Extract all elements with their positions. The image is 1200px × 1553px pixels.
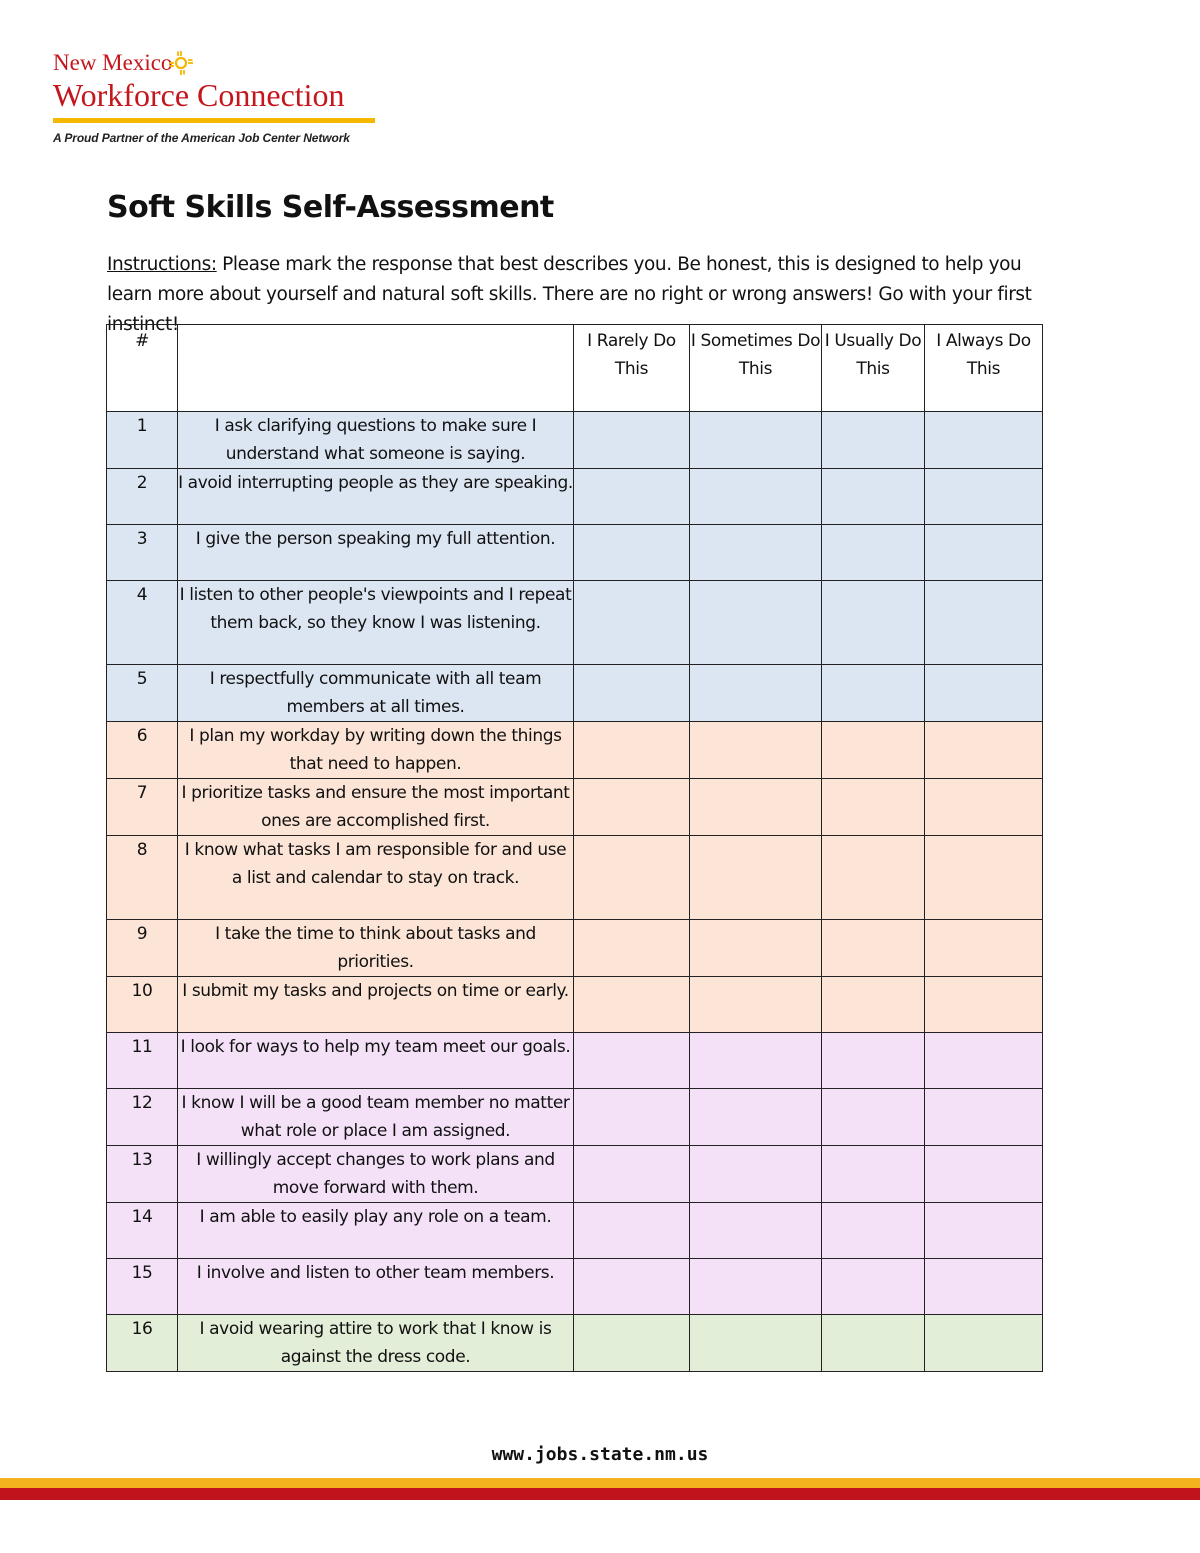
answer-usually-cell[interactable]: [822, 920, 925, 977]
table-row: [107, 1203, 1043, 1259]
answer-rarely-cell[interactable]: [574, 1033, 690, 1089]
answer-usually-cell[interactable]: [822, 1089, 925, 1146]
answer-usually-cell[interactable]: [822, 1146, 925, 1203]
answer-rarely-cell[interactable]: [574, 412, 690, 469]
answer-sometimes-cell[interactable]: [690, 1089, 822, 1146]
answer-always-cell[interactable]: [925, 920, 1043, 977]
row-number: 4: [107, 581, 178, 665]
row-number: 7: [107, 779, 178, 836]
row-number: 13: [107, 1146, 178, 1203]
row-number: 2: [107, 469, 178, 525]
page-title: Soft Skills Self-Assessment: [107, 190, 554, 225]
answer-usually-cell[interactable]: [822, 1315, 925, 1372]
answer-rarely-cell[interactable]: [574, 1146, 690, 1203]
answer-usually-cell[interactable]: [822, 1033, 925, 1089]
answer-always-cell[interactable]: [925, 1315, 1043, 1372]
row-statement: I avoid interrupting people as they are speaking.: [178, 469, 574, 525]
row-statement: I respectfully communicate with all team members at all times.: [178, 665, 574, 722]
answer-rarely-cell[interactable]: [574, 469, 690, 525]
answer-rarely-cell[interactable]: [574, 581, 690, 665]
row-number: 10: [107, 977, 178, 1033]
row-statement: I look for ways to help my team meet our goals.: [178, 1033, 574, 1089]
logo-line2: Workforce Connection: [53, 77, 345, 113]
answer-sometimes-cell[interactable]: [690, 525, 822, 581]
footer-url[interactable]: www.jobs.state.nm.us: [491, 1444, 709, 1465]
table-row: [107, 1089, 1043, 1146]
instructions-text: Please mark the response that best describes you. Be honest, this is designed to help you learn more about yourself and natural soft skills. There are no right or wrong answers! Go with your first instinct!: [107, 254, 1032, 335]
assessment-table: [106, 324, 1043, 1372]
header-number: #: [107, 325, 178, 412]
answer-rarely-cell[interactable]: [574, 1315, 690, 1372]
answer-sometimes-cell[interactable]: [690, 1259, 822, 1315]
row-statement: I know what tasks I am responsible for and use a list and calendar to stay on track.: [178, 836, 574, 920]
answer-rarely-cell[interactable]: [574, 779, 690, 836]
table-row: [107, 722, 1043, 779]
table-row: [107, 920, 1043, 977]
answer-sometimes-cell[interactable]: [690, 665, 822, 722]
answer-always-cell[interactable]: [925, 1033, 1043, 1089]
answer-sometimes-cell[interactable]: [690, 412, 822, 469]
row-number: 12: [107, 1089, 178, 1146]
answer-rarely-cell[interactable]: [574, 722, 690, 779]
answer-usually-cell[interactable]: [822, 1203, 925, 1259]
table-row: [107, 1315, 1043, 1372]
answer-usually-cell[interactable]: [822, 469, 925, 525]
table-header-row: [107, 325, 1043, 412]
answer-rarely-cell[interactable]: [574, 1259, 690, 1315]
row-statement: I involve and listen to other team members.: [178, 1259, 574, 1315]
row-statement: I submit my tasks and projects on time or early.: [178, 977, 574, 1033]
answer-sometimes-cell[interactable]: [690, 977, 822, 1033]
table-row: [107, 1033, 1043, 1089]
instructions-label: Instructions:: [107, 254, 217, 275]
table-row: [107, 581, 1043, 665]
row-statement: I know I will be a good team member no matter what role or place I am assigned.: [178, 1089, 574, 1146]
answer-always-cell[interactable]: [925, 779, 1043, 836]
answer-rarely-cell[interactable]: [574, 1089, 690, 1146]
answer-always-cell[interactable]: [925, 1259, 1043, 1315]
answer-always-cell[interactable]: [925, 469, 1043, 525]
row-number: 14: [107, 1203, 178, 1259]
answer-usually-cell[interactable]: [822, 1259, 925, 1315]
answer-usually-cell[interactable]: [822, 581, 925, 665]
row-statement: I prioritize tasks and ensure the most important ones are accomplished first.: [178, 779, 574, 836]
table-row: [107, 665, 1043, 722]
answer-always-cell[interactable]: [925, 1089, 1043, 1146]
header-sometimes: I Sometimes Do This: [690, 325, 822, 412]
row-statement: I listen to other people's viewpoints and I repeat them back, so they know I was listening.: [178, 581, 574, 665]
row-number: 16: [107, 1315, 178, 1372]
logo-tagline: A Proud Partner of the American Job Center Network: [53, 131, 350, 145]
answer-sometimes-cell[interactable]: [690, 779, 822, 836]
answer-always-cell[interactable]: [925, 665, 1043, 722]
answer-sometimes-cell[interactable]: [690, 722, 822, 779]
row-number: 3: [107, 525, 178, 581]
row-number: 1: [107, 412, 178, 469]
answer-sometimes-cell[interactable]: [690, 1146, 822, 1203]
row-statement: I am able to easily play any role on a team.: [178, 1203, 574, 1259]
table-row: [107, 469, 1043, 525]
answer-always-cell[interactable]: [925, 1203, 1043, 1259]
answer-usually-cell[interactable]: [822, 665, 925, 722]
table-row: [107, 836, 1043, 920]
logo: [53, 50, 383, 145]
header-statement: [178, 325, 574, 412]
answer-rarely-cell[interactable]: [574, 977, 690, 1033]
zia-sun-icon: [168, 50, 194, 76]
row-statement: I give the person speaking my full attention.: [178, 525, 574, 581]
answer-usually-cell[interactable]: [822, 977, 925, 1033]
row-statement: I willingly accept changes to work plans and move forward with them.: [178, 1146, 574, 1203]
answer-usually-cell[interactable]: [822, 412, 925, 469]
answer-always-cell[interactable]: [925, 1146, 1043, 1203]
header-always: I Always Do This: [925, 325, 1043, 412]
answer-rarely-cell[interactable]: [574, 665, 690, 722]
row-number: 11: [107, 1033, 178, 1089]
answer-sometimes-cell[interactable]: [690, 920, 822, 977]
footer-red-stripe: [0, 1488, 1200, 1500]
row-number: 8: [107, 836, 178, 920]
row-number: 6: [107, 722, 178, 779]
table-row: [107, 525, 1043, 581]
table-row: [107, 779, 1043, 836]
answer-usually-cell[interactable]: [822, 722, 925, 779]
table-row: [107, 1146, 1043, 1203]
header-usually: I Usually Do This: [822, 325, 925, 412]
row-statement: I take the time to think about tasks and priorities.: [178, 920, 574, 977]
answer-always-cell[interactable]: [925, 722, 1043, 779]
row-statement: I plan my workday by writing down the things that need to happen.: [178, 722, 574, 779]
answer-usually-cell[interactable]: [822, 779, 925, 836]
answer-usually-cell[interactable]: [822, 525, 925, 581]
table-row: [107, 1259, 1043, 1315]
answer-always-cell[interactable]: [925, 412, 1043, 469]
answer-always-cell[interactable]: [925, 581, 1043, 665]
answer-always-cell[interactable]: [925, 836, 1043, 920]
row-number: 5: [107, 665, 178, 722]
logo-text-state: New Mexico: [53, 50, 173, 75]
answer-rarely-cell[interactable]: [574, 920, 690, 977]
row-number: 9: [107, 920, 178, 977]
logo-line1: [53, 50, 383, 76]
answer-rarely-cell[interactable]: [574, 1203, 690, 1259]
answer-rarely-cell[interactable]: [574, 836, 690, 920]
table-row: [107, 412, 1043, 469]
logo-divider: [53, 118, 375, 123]
answer-sometimes-cell[interactable]: [690, 1033, 822, 1089]
header-rarely: I Rarely Do This: [574, 325, 690, 412]
footer-gold-stripe: [0, 1478, 1200, 1488]
answer-always-cell[interactable]: [925, 525, 1043, 581]
answer-always-cell[interactable]: [925, 977, 1043, 1033]
table-row: [107, 977, 1043, 1033]
answer-sometimes-cell[interactable]: [690, 1315, 822, 1372]
answer-sometimes-cell[interactable]: [690, 1203, 822, 1259]
answer-sometimes-cell[interactable]: [690, 581, 822, 665]
answer-sometimes-cell[interactable]: [690, 836, 822, 920]
answer-rarely-cell[interactable]: [574, 525, 690, 581]
row-statement: I avoid wearing attire to work that I know is against the dress code.: [178, 1315, 574, 1372]
answer-usually-cell[interactable]: [822, 836, 925, 920]
row-number: 15: [107, 1259, 178, 1315]
row-statement: I ask clarifying questions to make sure I understand what someone is saying.: [178, 412, 574, 469]
answer-sometimes-cell[interactable]: [690, 469, 822, 525]
